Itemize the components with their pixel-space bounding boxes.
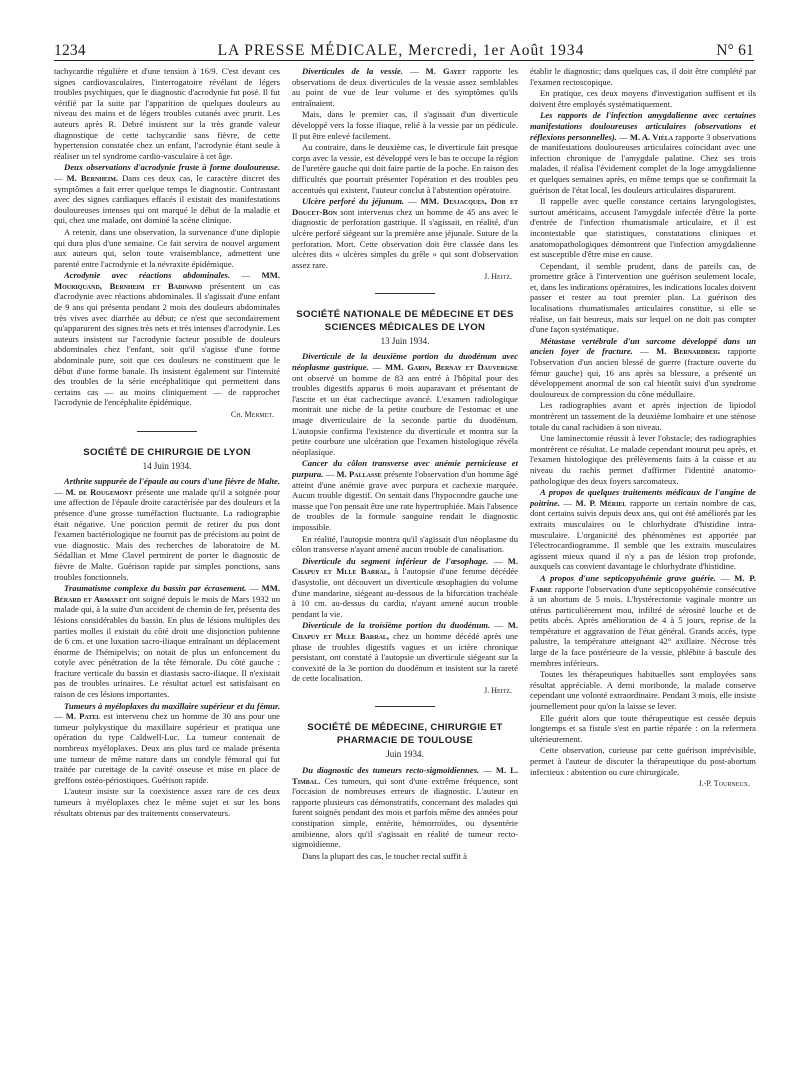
paragraph: tachycardie régulière et d'une tension à 16/9. C'est devant ces signes cardiovasculaires, l'interrogatoire révélant de légers troubles psychiques, que le diagnostic d'acrodynie fut posé. Il fut vérifié par la suite par l'apparition de quelques douleurs au niveau des mains et de légers troubles cutanés avec prurit. Les auteurs après R. Debré insistent sur la très grande valeur diagnostique de cette tachycardie sans fièvre, de cette hypertension constatée chez un enfant, l'acrodynie étant seule à réaliser un tel syndrome cardio-vasculaire à cet âge.: [54, 66, 280, 161]
column-3: [530, 66, 756, 1072]
signature: J.-P. Tourneux.: [698, 779, 750, 789]
abstract-ulcere-jejunum: Ulcère perforé du jéjunum. — MM. Desjacques, Dor et Doucet-Bon sont intervenus chez un homme de 45 ans avec le diagnostic de perforation gastrique. Il s'agissait, en réalité, d'un ulcère perforé siégeant sur la première anse jéjunale. Suture de la perforation. Mort. Cette observation doit être classée dans les ulcères dits « ulcères simples du grêle » qui sont d'observation assez rare.: [292, 196, 518, 270]
article-columns: [54, 66, 754, 1072]
abstract-diverticule-troisieme: Diverticule de la troisième portion du duodénum. — M. Chapuy et Mlle Barral, chez un homme décédé après une phase de troubles digestifs vagues et un ictère chronique persistant, ont constaté à l'autopsie un diverticule siégeant sur la convexité de la 3e portion du duodénum et insistent sur la rareté de cette localisation.: [292, 620, 518, 684]
journal-title: LA PRESSE MÉDICALE, Mercredi, 1er Août 1934: [217, 42, 585, 59]
paragraph: Une laminectomie réussit à lever l'obstacle; des radiographies montrèrent ce résultat. Le malade cependant mourut peu après, et l'examen histologique des prélèvements faits à la cuisse et au niveau du rachis permet d'affirmer l'identité anatomo-pathologique des deux foyers sarcomateux.: [530, 433, 756, 486]
abstract-diverticule-oesophage: Diverticule du segment inférieur de l'œsophage. — M. Chapuy et Mlle Barral, à l'autopsie d'une femme décédée d'asystolie, ont découvert un diverticule œsophagien du volume d'une mandarine, siégeant au-dessous de la bifurcation trachéale à 10 cm. au-dessus du cardia, n'ayant amené aucun trouble pendant la vie.: [292, 555, 518, 619]
abstract-cancer-colon: Cancer du côlon transverse avec anémie pernicieuse et purpura. — M. Pallasse présente l'observation d'un homme âgé atteint d'une anémie grave avec purpura et cachexie marquée. Aucun trouble digestif. On sentait dans l'hypocondre gauche une masse que l'on pensait être une rate hypertrophiée. Mais l'absence de troubles de la formule sanguine rendait le diagnostic impossible.: [292, 458, 518, 532]
paragraph: Les radiographies avant et après injection de lipiodol montrèrent un tassement de la deuxième lombaire et une sténose totale du canal rachidien à son niveau.: [530, 400, 756, 432]
abstract-amygdale: Les rapports de l'infection amygdalienne avec certaines manifestations douloureuses articulaires (observations et réflexions personnelles). — M. A. Viéla rapporte 3 observations de manifestations douloureuses articulaires coïncidant avec une infection chronique de l'amygdale palatine. Chez ses trois malades, il réalisa l'évidement complet de la loge amygdalienne et quelques semaines après, en même temps que se confirmait la guérison de l'état local, les douleurs articulaires disparurent.: [530, 110, 756, 195]
paragraph: Dans la plupart des cas, le toucher rectal suffit à: [302, 850, 467, 861]
divider: [375, 706, 435, 707]
issue-number: N° 61: [716, 42, 754, 59]
society-date: 14 Juin 1934.: [142, 460, 192, 471]
abstract-sarcome: Métastase vertébrale d'un sarcome développé dans un ancien foyer de fracture. — M. Bernardbeig rapporte l'observation d'un ancien blessé de guerre (fracture ouverte du fémur gauche) qui, 16 ans après sa blessure, a présenté un développement anormal de son cal bientôt suivi d'un syndrome douloureux de compression du cône médullaire.: [530, 335, 756, 399]
abstract-myeloplaxes: Tumeurs à myéloplaxes du maxillaire supérieur et du fémur. — M. Patel est intervenu chez un homme de 30 ans pour une tumeur polykystique du maxillaire supérieur et pratiqua une opération du type Caldwell-Luc. La tumeur contenait de nombreux myéloplaxes. Deux ans plus tard ce malade présenta une tumeur de même nature dans un condyle fémoral qui fut traitée par curettage de la cavité osseuse et mise en place de greffons ostéo-périostiques. Guérison rapide.: [54, 700, 280, 785]
paragraph: Cependant, il semble prudent, dans de pareils cas, de promettre grâce à l'intervention une guérison seulement locale, et, dans les indications opératoires, les indications locales doivent passer et rester au tout premier plan. La guérison des localisations rhumatismales articulaires constitue, si elle se réalise, un fait heureux, mais sur lequel on ne doit pas compter d'une façon systématique.: [530, 260, 756, 335]
abstract-diverticules-vessie: Diverticules de la vessie. — M. Gayet rapporte les observations de deux diverticules de la vessie assez semblables au point de vue de leur volume et des symptômes qu'ils entraînaient.: [292, 66, 518, 108]
paragraph: En pratique, ces deux moyens d'investigation suffisent et ils doivent être employés systématiquement.: [530, 88, 756, 109]
paragraph: Toutes les thérapeutiques habituelles sont employées sans résultat appréciable. A demi moribonde, la malade conserve cependant une volonté extraordinaire. Pendant 3 mois, elle insiste journellement pour qu'on la laisse se lever.: [530, 669, 756, 712]
paragraph: Mais, dans le premier cas, il s'agissait d'un diverticule développé vers la fosse iliaque, relié à la vessie par un pédicule. Il put être enlevé facilement.: [292, 109, 518, 141]
society-date: Juin 1934.: [386, 749, 424, 760]
signature: Ch. Mermet.: [230, 410, 274, 419]
society-heading: SOCIÉTÉ DE MÉDECINE, CHIRURGIE ET PHARMACIE DE TOULOUSE: [307, 722, 503, 747]
paragraph: Cette observation, curieuse par cette guérison imprévisible, permet à l'auteur de discuter la thérapeutique du post-abortum infectieux : abstention ou cure chirurgicale.: [530, 745, 756, 777]
abstract-diverticule-duodenum: Diverticule de la deuxième portion du duodénum avec néoplasme gastrique. — MM. Garin, Bernay et Dauvergne ont observé un homme de 83 ans entré à l'hôpital pour des troubles digestifs apparus 6 mois auparavant et présentant de l'ascite et un état cachectique avancé. L'examen radiologique montrait une niche de la petite courbure de l'estomac et une image diverticulaire de la seconde partie du duodénum. L'autopsie confirma l'existence du diverticule et montra sur la petite courbure une ulcération que l'examen histologique révéla néoplasique.: [292, 351, 518, 457]
abstract-acrodynie-abdominales: Acrodynie avec réactions abdominales. — MM. Mouriquand, Bernheim et Badinand présentent un cas d'acrodynie avec réactions abdominales. Il s'agissait d'une enfant de 9 ans qui présenta pendant 2 mois des douleurs abdominales très vives avec diarrhée au début; ce n'est que secondairement qu'apparurent des signes très nets et très intenses d'acrodynie. Les auteurs insistent sur l'acrodynie facteur possible de douleurs abdominales chez l'enfant, soit qu'il s'agisse d'une forme abdominale pure, soit que ces douleurs ne constituent que le début d'une forme banale. Ils insistent également sur l'intensité des troubles de la série encéphalitique qui permettent dans certains cas — au moins cliniquement — de rapprocher l'acrodynie de l'encéphalite épidémique.: [54, 270, 280, 408]
society-heading: SOCIÉTÉ NATIONALE DE MÉDECINE ET DES SCIENCES MÉDICALES DE LYON: [296, 308, 514, 333]
divider: [137, 431, 197, 432]
signature: J. Heitz.: [484, 685, 512, 695]
paragraph: Elle guérit alors que toute thérapeutique est cessée depuis longtemps et sa fistule s'est en partie réparée : on la refermera ultérieurement.: [530, 712, 756, 744]
column-1: [54, 66, 280, 1072]
abstract-angine: A propos de quelques traitements médicaux de l'angine de poitrine. — M. P. Mériel rapporte un certain nombre de cas, dont certains suivis depuis deux ans, qui ont été améliorés par les extraits musculaires ou le chlorhydrate d'histidine intra-musculaire. L'organicité des phénomènes est apportée par l'électrocardiogramme. Il semble que les extraits musculaires agissent mieux quand il n'y a pas de lésion trop profonde, auxquels cas convient davantage le chlorhydrate d'histidine.: [530, 487, 756, 572]
society-heading: SOCIÉTÉ DE CHIRURGIE DE LYON: [83, 446, 251, 458]
signature: J. Heitz.: [484, 272, 512, 282]
column-2: [292, 66, 518, 1072]
paragraph: L'auteur insiste sur la coexistence assez rare de ces deux tumeurs à myéloplaxes chez le même sujet et sur les bons résultats obtenus par des traitements conservateurs.: [54, 786, 280, 818]
abstract-bassin: Traumatisme complexe du bassin par écrasement. — MM. Bérard et Armanet ont soigné depuis le mois de Mars 1932 un malade qui, à la suite d'un accident de chemin de fer, présenta des lésions considérables du bassin. En plus de lésions multiples des parties molles il existait du côté droit une disjonction pubienne de 6 cm. et une luxation sacro-iliaque entraînant un déplacement énorme de l'hémipelvis; on notait de plus un enfoncement du cotyle avec pénétration de la tête fémorale. Du côté gauche : fracture verticale du bassin et diastasis sacro-iliaque. Il n'existait pas de troubles urinaires. Le résultat actuel est satisfaisant en raison de ces lésions importantes.: [54, 583, 280, 700]
page-header: [54, 38, 754, 61]
paragraph: En réalité, l'autopsie montra qu'il s'agissait d'un néoplasme du côlon transverse n'ayant amené aucun trouble de canalisation.: [292, 533, 518, 555]
page-number: 1234: [54, 42, 86, 59]
paragraph: A retenir, dans une observation, la survenance d'une diplopie qui dura plus d'une semaine. Ce fait servira de nouvel argument aux auteurs qui, selon toute vraisemblance, admettent une parenté entre l'acrodynie et la névraxite épidémique.: [54, 226, 280, 269]
paragraph: Au contraire, dans le deuxième cas, le diverticule fait presque corps avec la vessie, est développé vers le bas te occupe la région de l'uretère gauche qui doit faire partie de la poche. En raison des difficultés que pourrait présenter l'opération et des troubles peu accentués qui existent, l'auteur conclut à l'abstention opératoire.: [292, 142, 518, 195]
abstract-tumeurs-recto: Du diagnostic des tumeurs recto-sigmoïdiennes. — M. L. Timbal. Ces tumeurs, qui sont d'une extrême fréquence, sont l'occasion de nombreuses erreurs de diagnostic. L'auteur en rapporte plusieurs cas démonstratifs, concernant des malades qui furent soignés pendant des mois et parfois même des années pour constipation simple, entérite, hémorroïdes, ou dysentérie amibienne, alors qu'il s'agissait en réalité de tumeur recto-sigmoïdienne.: [292, 765, 518, 850]
divider: [375, 293, 435, 294]
paragraph: Il rappelle avec quelle constance certains laryngologistes, surtout américains, accusent l'amygdale infectée d'être la porte d'entrée de l'infection rhumatismale articulaire, et il est incontestable que statistiques, constatations cliniques et anatomopathologiques démontrent que l'infection amygdalienne est susceptible d'être mise en cause.: [530, 196, 756, 260]
abstract-arthrite: Arthrite suppurée de l'épaule au cours d'une fièvre de Malte. — M. de Rougemont présente une malade qu'il a soignée pour une affection de l'épaule droite caractérisée par des douleurs et la présence d'une grosse tuméfaction fluctuante. La radiographie était négative. Une ponction permit de retirer du pus dont l'examen bactériologique ne fournit pas de précisions au point de vue diagnostic. Mais des recherches de laboratoire de M. Sédallian et Mme Clavel permirent de porter le diagnostic de fièvre de Malte. Guérison rapide par simples ponctions, sans troubles fonctionnels.: [54, 476, 280, 582]
society-date: 13 Juin 1934.: [380, 335, 430, 346]
paragraph: établir le diagnostic; dans quelques cas, il doit être complété par l'examen rectoscopique.: [530, 66, 756, 87]
abstract-acrodynie-fruste: Deux observations d'acrodynie fruste à forme douloureuse. — M. Bernheim. Dans ces deux cas, le caractère discret des symptômes a fait errer quelque temps le diagnostic. Contrastant avec des signes cardiaques effacés il existait des manifestations douloureuses intenses qui ont marqué le début de la maladie et qui, chez une malade, ont dominé la scène clinique.: [54, 162, 280, 226]
abstract-septicopyohemie: A propos d'une septicopyohémie grave guérie. — M. P. Fabre rapporte l'observation d'une septicopyohémie consécutive à un abortum de 5 mois. L'hystérectomie vaginale montre un utérus particulièrement mou, infiltré de sérosité louche et de petits abcès. Après amélioration de 4 à 5 jours, reprise de la température et aggravation de l'état général. Grands accès, type palustre, la température atteignant 42° axillaire. Nécrose très large de la face postérieure de la vessie, phlébite à bascule des membres inférieurs.: [530, 572, 756, 668]
